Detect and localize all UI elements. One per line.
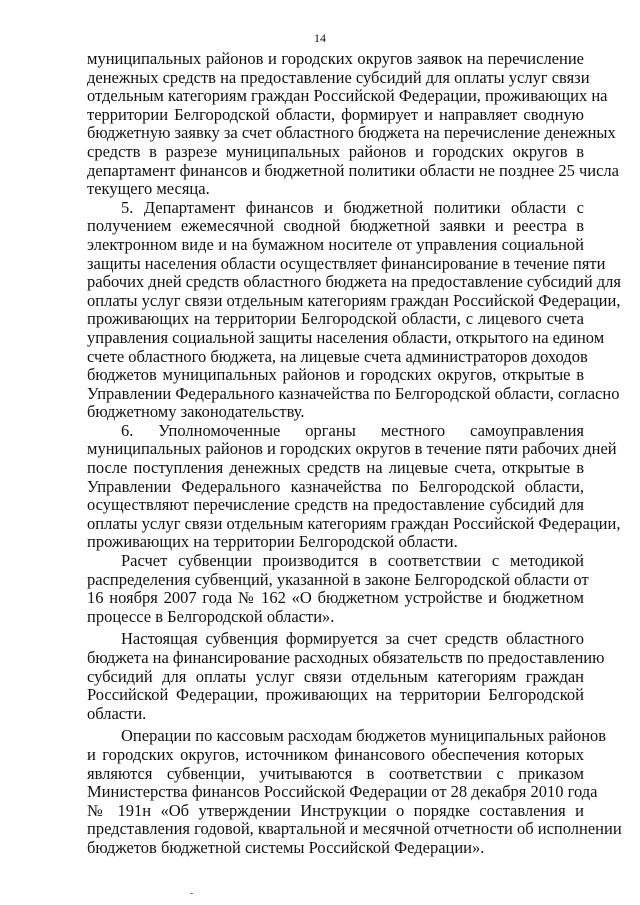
text-line: муниципальных районов и городских округов заявок на перечисление [87,49,584,68]
text-line: 6. Уполномоченные органы местного самоуправления [121,420,584,440]
page-number: 14 [314,31,326,45]
text-line: после поступления денежных средств на лицевые счета, открытые в [87,458,584,478]
text-line: муниципальных районов и городских округов в течение пяти рабочих дней [87,439,617,459]
paragraph-subvention-calculation [87,551,589,626]
text-line: бюджетов бюджетной системы Российской Федерации». [87,837,485,857]
text-line: оплаты услуг связи отдельным категориям граждан Российской Федерации, [87,290,621,310]
text-line: защиты населения области осуществляет финансирование в течение пяти [87,253,606,273]
text-line: управления социальной защиты населения области, открытого на едином [87,327,605,347]
text-line: субсидий для оплаты услуг связи отдельным категориям граждан [87,666,584,686]
text-line: Управлении Федерального казначейства по Белгородской области, согласно [87,383,620,403]
text-line: электронном виде и на бумажном носителе от управления социальной [87,234,584,254]
text-line: Расчет субвенции производится в соответствии с методикой [121,551,584,571]
paragraph-subvention-funding [87,629,605,723]
text-line: отдельным категориям граждан Российской Федерации, проживающих на [87,86,608,106]
text-line: денежных средств на предоставление субсидий для оплаты услуг связи [87,67,590,87]
document-body [87,49,622,858]
text-line: Управлении Федерального казначейства по Белгородской области, [87,476,584,496]
text-line: текущего месяца. [87,179,210,199]
text-line: счете областного бюджета, на лицевые счета администраторов доходов [87,346,588,366]
paragraph-item-5 [87,197,622,422]
text-line: области. [87,703,147,723]
text-line: бюджетному законодательству. [87,402,305,422]
text-line: Настоящая субвенция формируется за счет средств областного [121,629,584,649]
text-line: Российской Федерации, проживающих на территории Белгородской [87,685,584,705]
text-line: бюджетную заявку за счет областного бюджета на перечисление денежных [87,123,616,143]
text-line: бюджета на финансирование расходных обязательств по предоставлению [87,648,605,667]
text-line: оплаты услуг связи отдельным категориям граждан Российской Федерации, [87,513,621,533]
text-line: Операции по кассовым расходам бюджетов муниципальных районов [121,726,607,746]
text-line: являются субвенции, учитываются в соответствии с приказом [87,763,584,783]
text-line: территории Белгородской области, формирует и направляет сводную [87,104,584,124]
text-line: распределения субвенций, указанной в законе Белгородской области от [87,569,589,589]
text-line: 16 ноября 2007 года № 162 «О бюджетном устройстве и бюджетном [87,588,584,608]
text-line: процессе в Белгородской области». [87,606,335,626]
paragraph-item-6 [87,420,621,552]
paragraph-continuation [87,49,619,199]
text-line: проживающих на территории Белгородской области. [87,532,458,552]
text-line: осуществляют перечисление средств на предоставление субсидий для [87,495,584,515]
text-line: проживающих на территории Белгородской области, с лицевого счета [87,309,584,329]
text-line: департамент финансов и бюджетной политики области не позднее 25 числа [87,160,619,180]
text-line: № 191н «Об утверждении Инструкции о порядке составления и [87,800,584,820]
text-line: рабочих дней средств областного бюджета на предоставление субсидий для [87,272,622,292]
text-line: представления годовой, квартальной и месячной отчетности об исполнении [87,819,622,839]
text-line: 5. Департамент финансов и бюджетной политики области с [121,197,584,217]
text-line: Министерства финансов Российской Федерации от 28 декабря 2010 года [87,782,598,802]
paragraph-cash-operations [87,726,622,857]
text-line: получением ежемесячной сводной бюджетной заявки и реестра в [87,216,584,236]
text-line: и городских округов, источником финансового обеспечения которых [87,744,584,764]
text-line: бюджетов муниципальных районов и городских округов, открытые в [87,365,584,385]
scan-mark [190,893,193,894]
text-line: средств в разрезе муниципальных районов и городских округов в [87,141,584,161]
